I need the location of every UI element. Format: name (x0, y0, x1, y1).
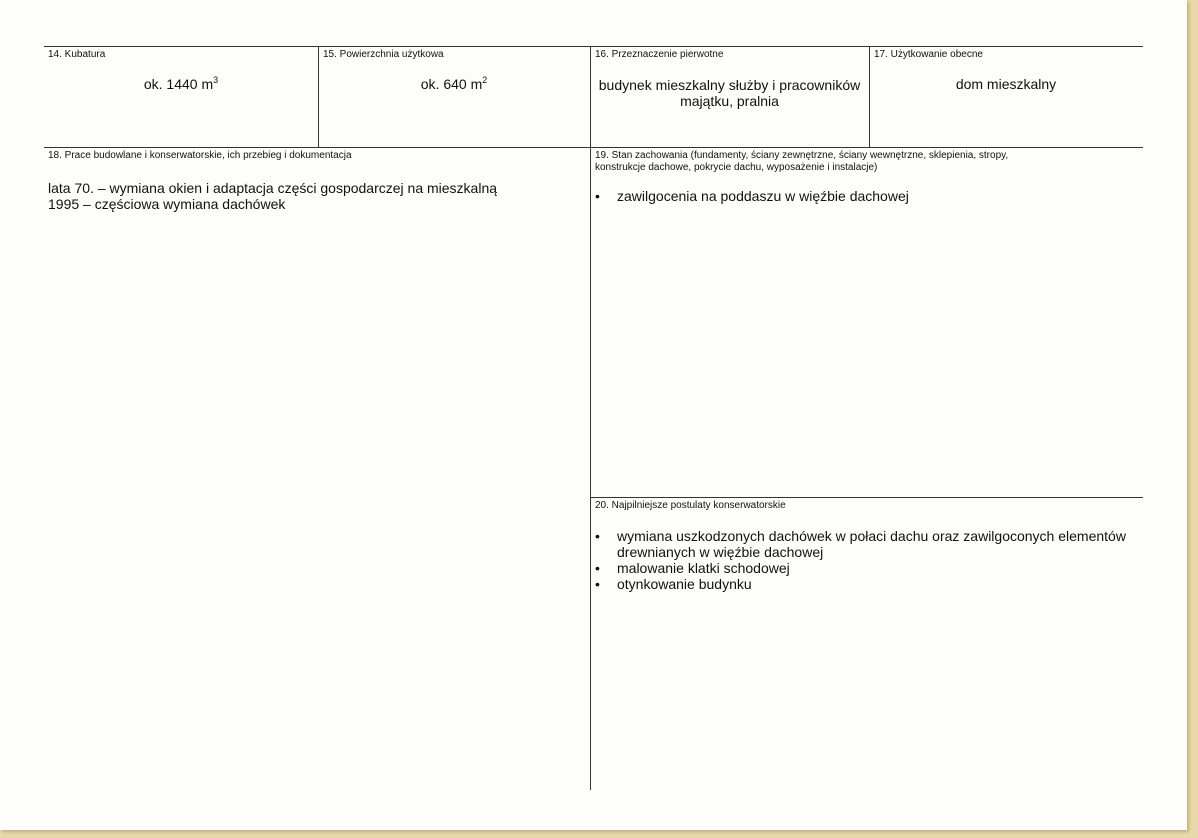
field-16-label: 16. Przeznaczenie pierwotne (595, 49, 724, 60)
field-15-value-text: ok. 640 m (420, 76, 483, 92)
list-item: • malowanie klatki schodowej (591, 560, 1143, 576)
list-item: • zawilgocenia na poddaszu w więźbie dachowej (591, 188, 1139, 204)
row1-bottom-rule (44, 147, 1143, 148)
center-divider (590, 46, 591, 790)
list-item-line1: • wymiana uszkodzonych dachówek w połaci dachu oraz zawilgoconych elementów (617, 528, 1126, 544)
divider-16-17 (869, 46, 870, 147)
field-17-value: dom mieszkalny (955, 76, 1057, 92)
field-15-value (318, 76, 590, 92)
field-17-label: 17. Użytkowanie obecne (874, 49, 983, 60)
field-20-list (591, 528, 1143, 592)
list-item-line2: drewnianych w więźbie dachowej (617, 544, 824, 560)
field-14-value-text: ok. 1440 m (143, 76, 214, 92)
divider-14-15 (318, 46, 319, 147)
field-15-unit-exponent: 2 (482, 75, 488, 85)
field-18-line-2: 1995 – częściowa wymiana dachówek (48, 196, 286, 212)
list-item: • otynkowanie budynku (591, 576, 1143, 592)
field-18-label: 18. Prace budowlane i konserwatorskie, ich przebieg i dokumentacja (48, 150, 352, 161)
field-16-value (590, 77, 869, 109)
field-19-label-line2: konstrukcje dachowe, pokrycie dachu, wyposażenie i instalacje) (595, 162, 878, 173)
top-rule (44, 46, 1143, 47)
field-18-line-1: lata 70. – wymiana okien i adaptacja części gospodarczej na mieszkalną (48, 180, 498, 196)
field-14-unit-exponent: 3 (213, 75, 219, 85)
field-15-label: 15. Powierzchnia użytkowa (323, 49, 444, 60)
field-20-label: 20. Najpilniejsze postulaty konserwatorskie (595, 500, 786, 511)
field-14-label: 14. Kubatura (48, 49, 106, 60)
field-16-value-line1: budynek mieszkalny służby i pracowników (598, 77, 861, 93)
list-item (591, 528, 1143, 560)
field-14-value (44, 76, 318, 92)
field-16-value-line2: majątku, pralnia (680, 93, 779, 109)
field-19-label-line1: 19. Stan zachowania (fundamenty, ściany zewnętrzne, ściany wewnętrzne, sklepienia, stropy, (595, 150, 1009, 161)
section20-top-rule (590, 497, 1143, 498)
field-19-list (591, 188, 1139, 204)
